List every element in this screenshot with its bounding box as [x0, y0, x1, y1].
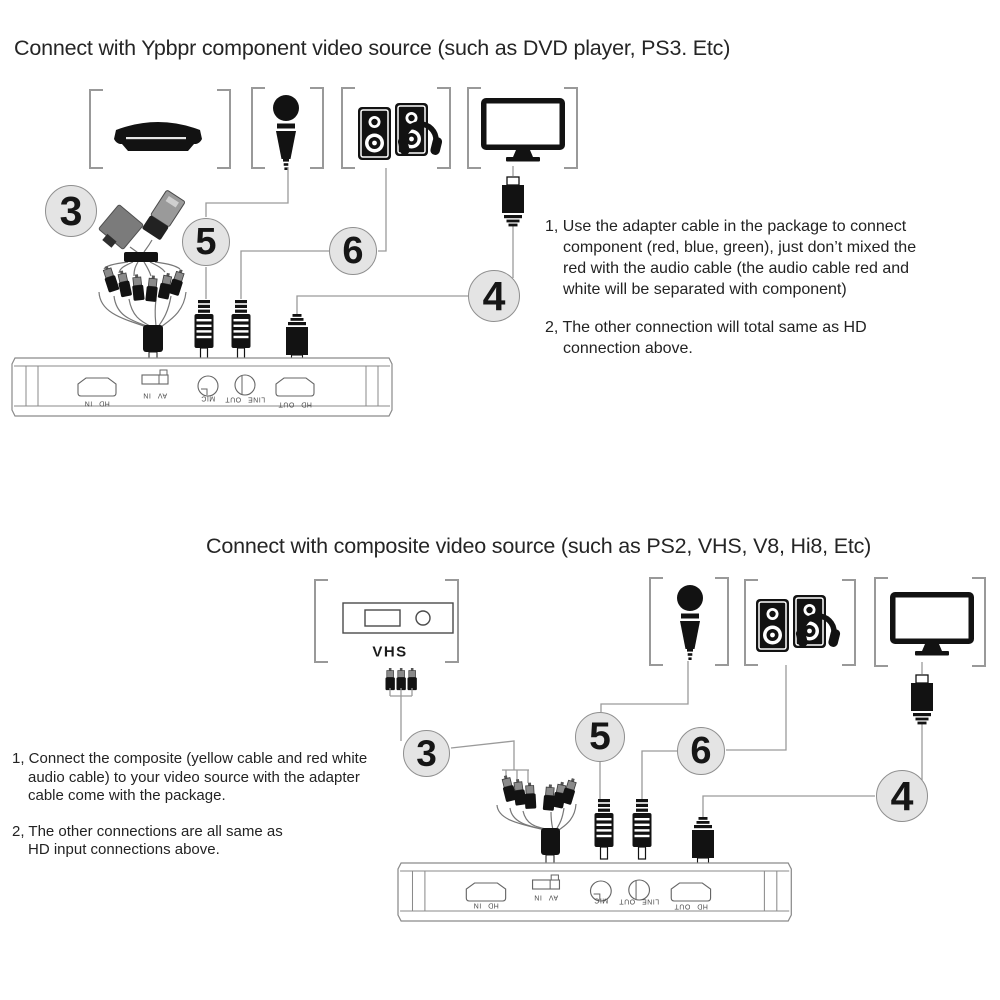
speakers-headphones-icon	[756, 595, 841, 652]
tv-icon	[890, 592, 974, 656]
capture-device-box	[398, 863, 791, 921]
rca-plug-icon	[512, 778, 527, 805]
port-label-av-in: AV IN	[533, 893, 559, 901]
audio-jack-plug-icon	[633, 799, 652, 859]
instruction-line: connection above.	[563, 340, 693, 357]
instruction-line: audio cable) to your video source with the adapter	[28, 768, 360, 786]
instruction-line: component (red, blue, green), just don’t mixed the	[563, 239, 917, 256]
hdmi-plug-icon	[286, 314, 308, 362]
callout-5: 5	[575, 712, 625, 762]
instruction-line: cable come with the package.	[28, 787, 226, 804]
microphone-icon	[273, 95, 299, 170]
hdmi-plug-icon	[692, 817, 714, 865]
instruction-line: red with the audio cable (the audio cable red and	[563, 260, 910, 277]
callout-4: 4	[876, 770, 928, 822]
microphone-icon	[677, 585, 703, 660]
callout-3: 3	[45, 185, 97, 237]
instruction-line: 1, Connect the composite (yellow cable and red white	[12, 750, 368, 767]
capture-device-box	[12, 358, 392, 416]
callout-6: 6	[329, 227, 377, 275]
av-adapter-cable-icon	[497, 774, 579, 866]
callout-3: 3	[403, 730, 450, 777]
rca-plug-icon	[116, 270, 132, 298]
composite-instructions	[12, 750, 442, 860]
port-label-line-out: LINE OUT	[618, 897, 660, 905]
instruction-line: 2, The other connection will total same as HD	[545, 319, 867, 336]
audio-jack-plug-icon	[595, 799, 614, 859]
callout-4: 4	[468, 270, 520, 322]
section-title-composite: Connect with composite video source (such as PS2, VHS, V8, Hi8, Etc)	[206, 534, 872, 558]
audio-jack-plug-icon	[232, 300, 251, 360]
instruction-line: 2, The other connections are all same as	[12, 822, 283, 840]
audio-jack-plug-icon	[195, 300, 214, 360]
instruction-line: white will be separated with component)	[563, 281, 847, 298]
tv-icon	[481, 98, 565, 162]
callout-6: 6	[677, 727, 725, 775]
hdmi-plug-icon	[502, 177, 524, 226]
rca-plug-icon	[131, 274, 145, 301]
vhs-label: VHS	[372, 643, 408, 661]
rca-plug-icon	[145, 275, 159, 302]
port-label-hd-in: HD IN	[84, 399, 110, 407]
hdmi-plug-icon	[911, 675, 933, 724]
speakers-headphones-icon	[358, 103, 443, 160]
port-label-hd-in: HD IN	[473, 901, 499, 909]
port-label-mic: MIC	[200, 394, 216, 402]
av-adapter-cable-icon	[95, 190, 187, 363]
port-label-av-in: AV IN	[142, 391, 168, 399]
composite-rca-trio-icon	[386, 668, 417, 741]
vhs-player-icon	[343, 603, 453, 633]
port-label-mic: MIC	[593, 896, 609, 904]
instruction-line: HD input connections above.	[28, 841, 220, 858]
port-label-line-out: LINE OUT	[224, 395, 266, 403]
component-instructions	[545, 216, 995, 359]
section-title-component: Connect with Ypbpr component video source (such as DVD player, PS3. Etc)	[14, 36, 731, 60]
rca-plug-icon	[524, 782, 536, 809]
port-label-hd-out: HD OUT	[674, 902, 708, 910]
callout-5: 5	[182, 218, 230, 266]
port-label-hd-out: HD OUT	[278, 400, 312, 408]
instruction-line: 1, Use the adapter cable in the package to connect	[545, 218, 907, 235]
dvd-player-icon	[114, 122, 202, 151]
component-section-diagram	[12, 88, 577, 416]
